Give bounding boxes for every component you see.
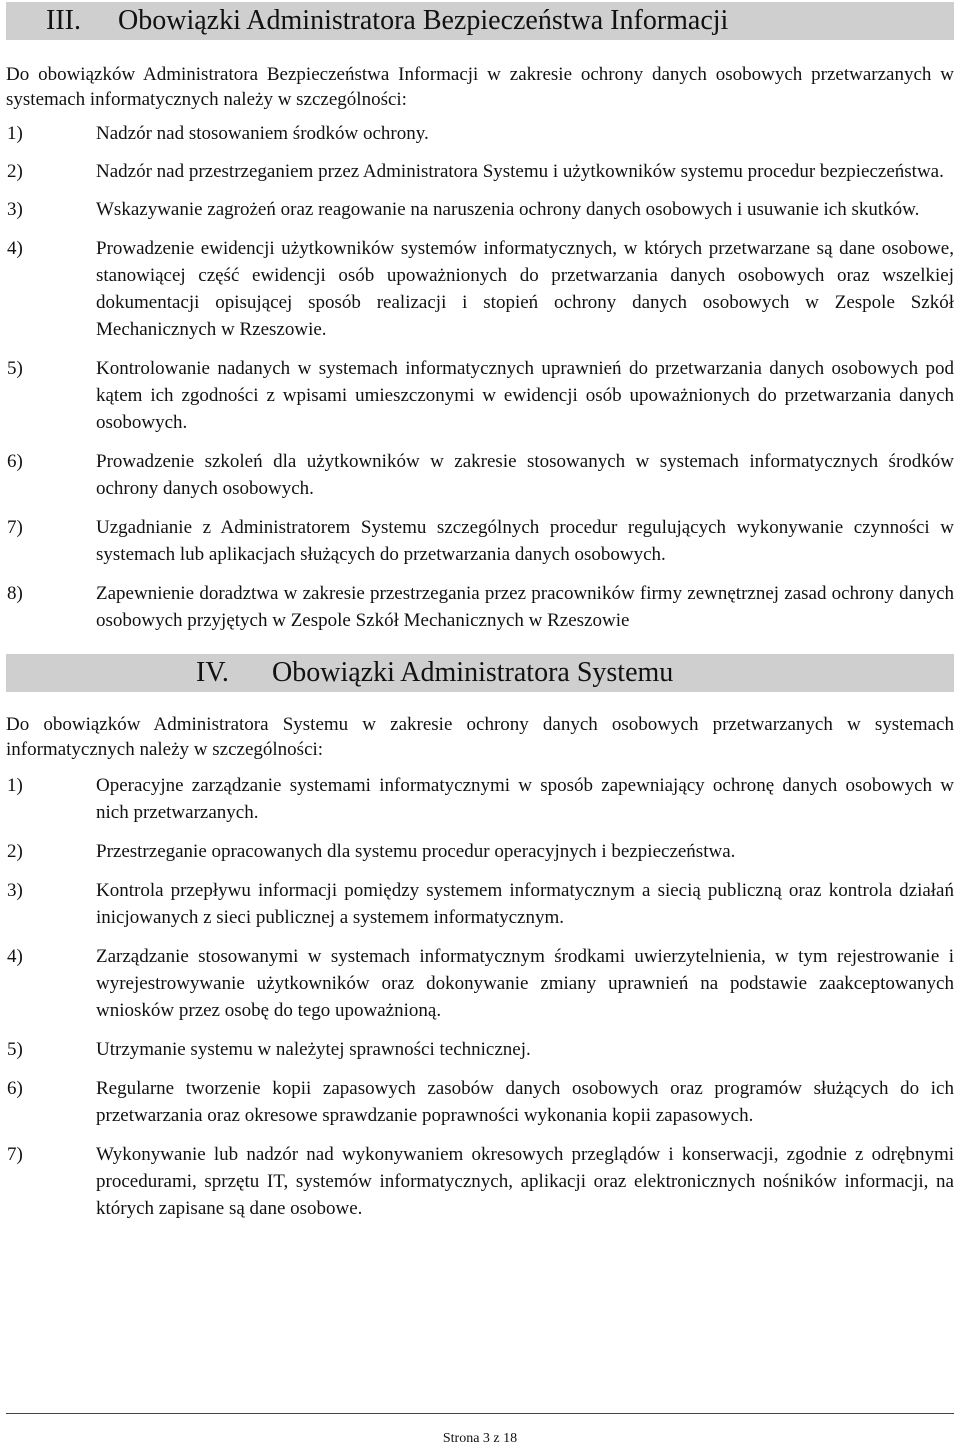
section-4-title: Obowiązki Administratora Systemu bbox=[272, 657, 674, 688]
list-item bbox=[6, 1036, 954, 1063]
document-page bbox=[6, 0, 954, 1446]
list-item-text: Przestrzeganie opracowanych dla systemu procedur operacyjnych i bezpieczeństwa. bbox=[96, 841, 736, 862]
list-item-number: 7) bbox=[7, 517, 23, 538]
list-item-text: Nadzór nad przestrzeganiem przez Administratora Systemu i użytkowników systemu procedur bezpieczeństwa. bbox=[96, 161, 944, 182]
list-item bbox=[6, 355, 954, 436]
list-item-number: 4) bbox=[7, 946, 23, 967]
list-item bbox=[6, 772, 954, 826]
list-item bbox=[6, 235, 954, 343]
page-number: Strona 3 z 18 bbox=[442, 1431, 518, 1446]
list-item-number: 6) bbox=[7, 1078, 23, 1099]
list-item-number: 6) bbox=[7, 451, 23, 472]
section-3-number: III. bbox=[46, 5, 81, 36]
list-item-text: Operacyjne zarządzanie systemami informatycznymi w sposób zapewniający ochronę danych osobowych w nich przetwarzanych. bbox=[96, 775, 954, 823]
list-item bbox=[6, 838, 954, 865]
section-3-title: Obowiązki Administratora Bezpieczeństwa Informacji bbox=[118, 5, 729, 36]
section-4-heading bbox=[6, 654, 954, 692]
footer-divider bbox=[6, 1413, 954, 1414]
list-item-text: Kontrola przepływu informacji pomiędzy systemem informatycznym a siecią publiczną oraz kontrola działań inicjowanych z sieci publicznej a systemem informatycznym. bbox=[96, 880, 954, 928]
list-item bbox=[6, 196, 954, 223]
list-item-text: Uzgadnianie z Administratorem Systemu szczególnych procedur regulujących wykonywanie czynności w systemach lub aplikacjach służących do przetwarzania danych osobowych. bbox=[96, 517, 954, 565]
list-item-text: Prowadzenie szkoleń dla użytkowników w zakresie stosowanych w systemach informatycznych środków ochrony danych osobowych. bbox=[96, 451, 954, 499]
list-item-number: 1) bbox=[7, 775, 23, 796]
list-item-number: 2) bbox=[7, 841, 23, 862]
list-item-text: Zarządzanie stosowanymi w systemach informatycznym środkami uwierzytelnienia, w tym rejestrowanie i wyrejestrowywanie użytkowników oraz dokonywanie zmiany uprawnień na podstawie zaakceptowanych wniosków przez osobę do tego upoważnioną. bbox=[96, 946, 954, 1021]
list-item-number: 7) bbox=[7, 1144, 23, 1165]
list-item bbox=[6, 120, 954, 147]
section-3-intro: Do obowiązków Administratora Bezpieczeństwa Informacji w zakresie ochrony danych osobowych przetwarzanych w systemach informatycznych należy w szczególności: bbox=[6, 64, 954, 110]
list-item-text: Regularne tworzenie kopii zapasowych zasobów danych osobowych oraz programów służących do ich przetwarzania oraz okresowe sprawdzanie poprawności wykonania kopii zapasowych. bbox=[96, 1078, 954, 1126]
section-4-list bbox=[6, 772, 954, 1222]
list-item bbox=[6, 1141, 954, 1222]
list-item-number: 4) bbox=[7, 238, 23, 259]
list-item-number: 1) bbox=[7, 123, 23, 144]
list-item-number: 3) bbox=[7, 880, 23, 901]
list-item-text: Wykonywanie lub nadzór nad wykonywaniem okresowych przeglądów i konserwacji, zgodnie z odrębnymi procedurami, sprzętu IT, systemów informatycznych, aplikacji oraz elektronicznych nośników informacji, na których zapisane są dane osobowe. bbox=[96, 1144, 954, 1219]
list-item-number: 5) bbox=[7, 1039, 23, 1060]
list-item bbox=[6, 448, 954, 502]
section-4-number: IV. bbox=[196, 657, 229, 688]
list-item-text: Utrzymanie systemu w należytej sprawności technicznej. bbox=[96, 1039, 531, 1060]
list-item-text: Wskazywanie zagrożeń oraz reagowanie na naruszenia ochrony danych osobowych i usuwanie ich skutków. bbox=[96, 199, 920, 220]
section-3-list bbox=[6, 120, 954, 634]
section-4-intro: Do obowiązków Administratora Systemu w zakresie ochrony danych osobowych przetwarzanych w systemach informatycznych należy w szczególności: bbox=[6, 714, 954, 760]
list-item bbox=[6, 943, 954, 1024]
list-item-text: Nadzór nad stosowaniem środków ochrony. bbox=[96, 123, 429, 144]
list-item bbox=[6, 877, 954, 931]
list-item bbox=[6, 514, 954, 568]
list-item bbox=[6, 580, 954, 634]
section-3-heading bbox=[6, 2, 954, 40]
list-item-number: 3) bbox=[7, 199, 23, 220]
list-item bbox=[6, 1075, 954, 1129]
list-item-number: 2) bbox=[7, 161, 23, 182]
list-item bbox=[6, 158, 954, 185]
list-item-text: Kontrolowanie nadanych w systemach informatycznych uprawnień do przetwarzania danych osobowych pod kątem ich zgodności z wpisami umieszczonymi w ewidencji osób upoważnionych do przetwarzania danych osobowych. bbox=[96, 358, 954, 433]
list-item-number: 5) bbox=[7, 358, 23, 379]
list-item-text: Zapewnienie doradztwa w zakresie przestrzegania przez pracowników firmy zewnętrznej zasad ochrony danych osobowych przyjętych w Zespole Szkół Mechanicznych w Rzeszowie bbox=[96, 583, 954, 631]
list-item-number: 8) bbox=[7, 583, 23, 604]
list-item-text: Prowadzenie ewidencji użytkowników systemów informatycznych, w których przetwarzane są dane osobowe, stanowiącej część ewidencji osób upoważnionych do przetwarzania danych osobowych oraz wszelkiej dokumentacji opisującej sposób realizacji i stopień ochrony danych osobowych w Zespole Szkół Mechanicznych w Rzeszowie. bbox=[96, 238, 954, 340]
